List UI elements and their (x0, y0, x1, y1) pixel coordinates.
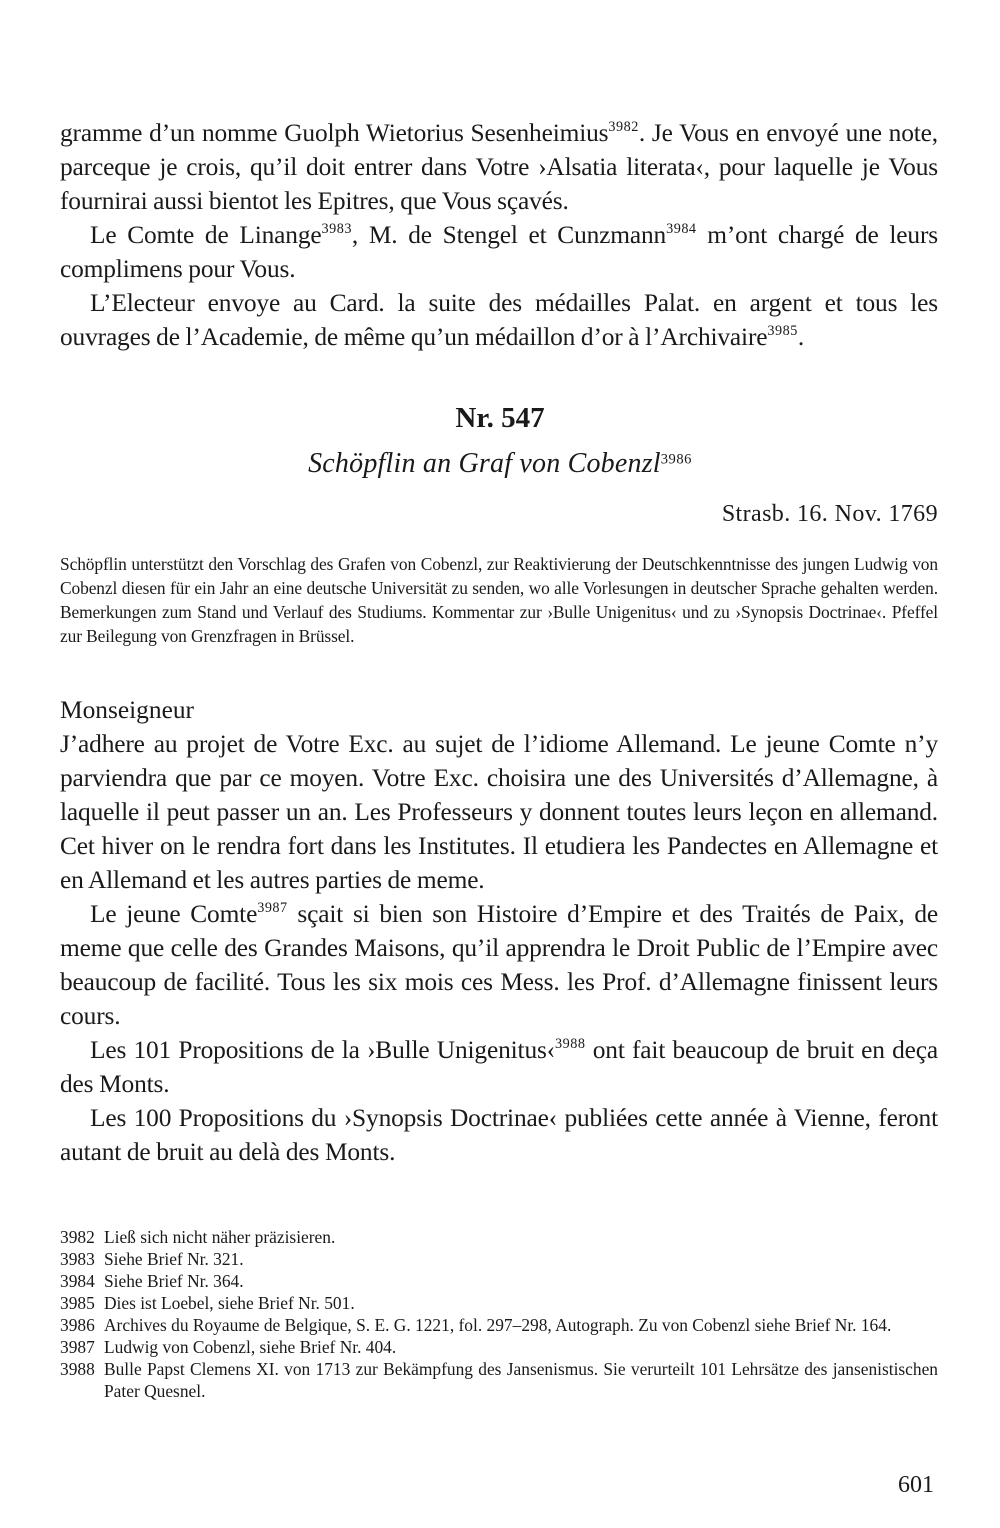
footnote-number: 3987 (60, 1337, 95, 1357)
paragraph (60, 897, 938, 1033)
letter-number: Nr. 547 (455, 402, 545, 434)
footnote (60, 1314, 938, 1336)
footnote (60, 1336, 938, 1358)
letter-summary: Schöpflin unterstützt den Vorschlag des Grafen von Cobenzl, zur Reaktivierung der Deutschkenntnisse des jungen Ludwig von Cobenzl diesen für ein Jahr an eine deutsche Universität zu senden, wo alle Vorlesungen in deutscher Sprache gehalten werden. Bemerkungen zum Stand und Verlauf des Studiums. Kommentar zur ›Bulle Unigenitus‹ und zu ›Synopsis Doctrinae‹. Pfeffel zur Beilegung von Grenzfragen in Brüssel. (60, 554, 938, 646)
footnote (60, 1270, 938, 1292)
footnote-text: Siehe Brief Nr. 321. (104, 1249, 244, 1269)
footnote-ref[interactable]: 3986 (660, 451, 692, 468)
footnote-ref[interactable]: 3983 (321, 220, 352, 237)
page-number: 601 (898, 1472, 934, 1498)
text-run: Le jeune Comte (90, 900, 258, 928)
footnote-number: 3985 (60, 1293, 95, 1313)
footnote-text: Ludwig von Cobenzl, siehe Brief Nr. 404. (104, 1337, 397, 1357)
footnote-number: 3982 (60, 1227, 95, 1247)
letter-title-text: Schöpflin an Graf von Cobenzl (308, 448, 661, 479)
footnote-number: 3983 (60, 1249, 95, 1269)
footnotes (60, 1226, 938, 1402)
footnote-ref[interactable]: 3988 (555, 1035, 586, 1052)
letter-body (60, 727, 938, 1169)
footnote-number: 3986 (60, 1315, 95, 1335)
footnote-text: Ließ sich nicht näher präzisieren. (104, 1227, 336, 1247)
footnote-ref[interactable]: 3987 (257, 899, 288, 916)
text-run: Le Comte de Linange (90, 221, 322, 249)
text-run: . (797, 323, 805, 351)
text-run: gramme d’un nomme Guolph Wietorius Sesenheimius (60, 119, 609, 147)
paragraph (60, 116, 938, 218)
footnote-text: Bulle Papst Clemens XI. von 1713 zur Bekämpfung des Jansenismus. Sie verurteilt 101 Lehrsätze des jansenistischen Pater Quesnel. (104, 1359, 938, 1401)
footnote (60, 1226, 938, 1248)
paragraph: J’adhere au projet de Votre Exc. au sujet de l’idiome Allemand. Le jeune Comte n’y parviendra que par ce moyen. Votre Exc. choisira une des Universités d’Allemagne, à laquelle il peut passer un an. Les Professeurs y donnent toutes leurs leçon en allemand. Cet hiver on le rendra fort dans les Institutes. Il etudiera les Pandectes en Allemagne et en Allemand et les autres parties de meme. (60, 730, 938, 894)
footnote-number: 3988 (60, 1359, 95, 1379)
text-run: ont fait beaucoup de bruit en deça des Monts. (60, 1036, 939, 1098)
paragraph: Les 100 Propositions du ›Synopsis Doctrinae‹ publiées cette année à Vienne, feront autant de bruit au delà des Monts. (60, 1104, 938, 1166)
footnote-text: Dies ist Loebel, siehe Brief Nr. 501. (104, 1293, 355, 1313)
footnote-ref[interactable]: 3984 (666, 220, 697, 237)
paragraph (60, 218, 938, 286)
footnote-ref[interactable]: 3982 (608, 118, 639, 135)
text-run: sçait si bien son Histoire d’Empire et des Traités de Paix, de meme que celle des Grandes Maisons, qu’il apprendra le Droit Public de l’Empire avec beaucoup de facilité. Tous les six mois ces Mess. les Prof. d’Allemagne finissent leurs cours. (60, 900, 938, 1030)
text-run: . Je Vous en envoyé une note, parceque je crois, qu’il doit entrer dans Votre ›Alsatia literata‹, pour laquelle je Vous fournirai aussi bientot les Epitres, que Vous sçavés. (60, 119, 938, 215)
dateline: Strasb. 16. Nov. 1769 (721, 501, 938, 527)
salutation: Monseigneur (60, 696, 194, 724)
text-run: L’Electeur envoye au Card. la suite des médailles Palat. en argent et tous les ouvrages de l’Academie, de même qu’un médaillon d’or à l’Archivaire (60, 289, 938, 351)
footnote (60, 1292, 938, 1314)
paragraph (60, 1033, 938, 1101)
text-run: m’ont chargé de leurs complimens pour Vous. (60, 221, 938, 283)
footnote-ref[interactable]: 3985 (767, 322, 798, 339)
footnote-text: Siehe Brief Nr. 364. (104, 1271, 244, 1291)
continued-letter-text (60, 116, 938, 354)
footnote-number: 3984 (60, 1271, 95, 1291)
footnote (60, 1358, 938, 1402)
footnote-text: Archives du Royaume de Belgique, S. E. G. 1221, fol. 297–298, Autograph. Zu von Cobenzl siehe Brief Nr. 164. (104, 1315, 892, 1335)
text-run: , M. de Stengel et Cunzmann (351, 221, 667, 249)
paragraph (60, 286, 938, 354)
letter-title (0, 446, 1000, 482)
footnote (60, 1248, 938, 1270)
text-run: Les 101 Propositions de la ›Bulle Unigenitus‹ (90, 1036, 556, 1064)
